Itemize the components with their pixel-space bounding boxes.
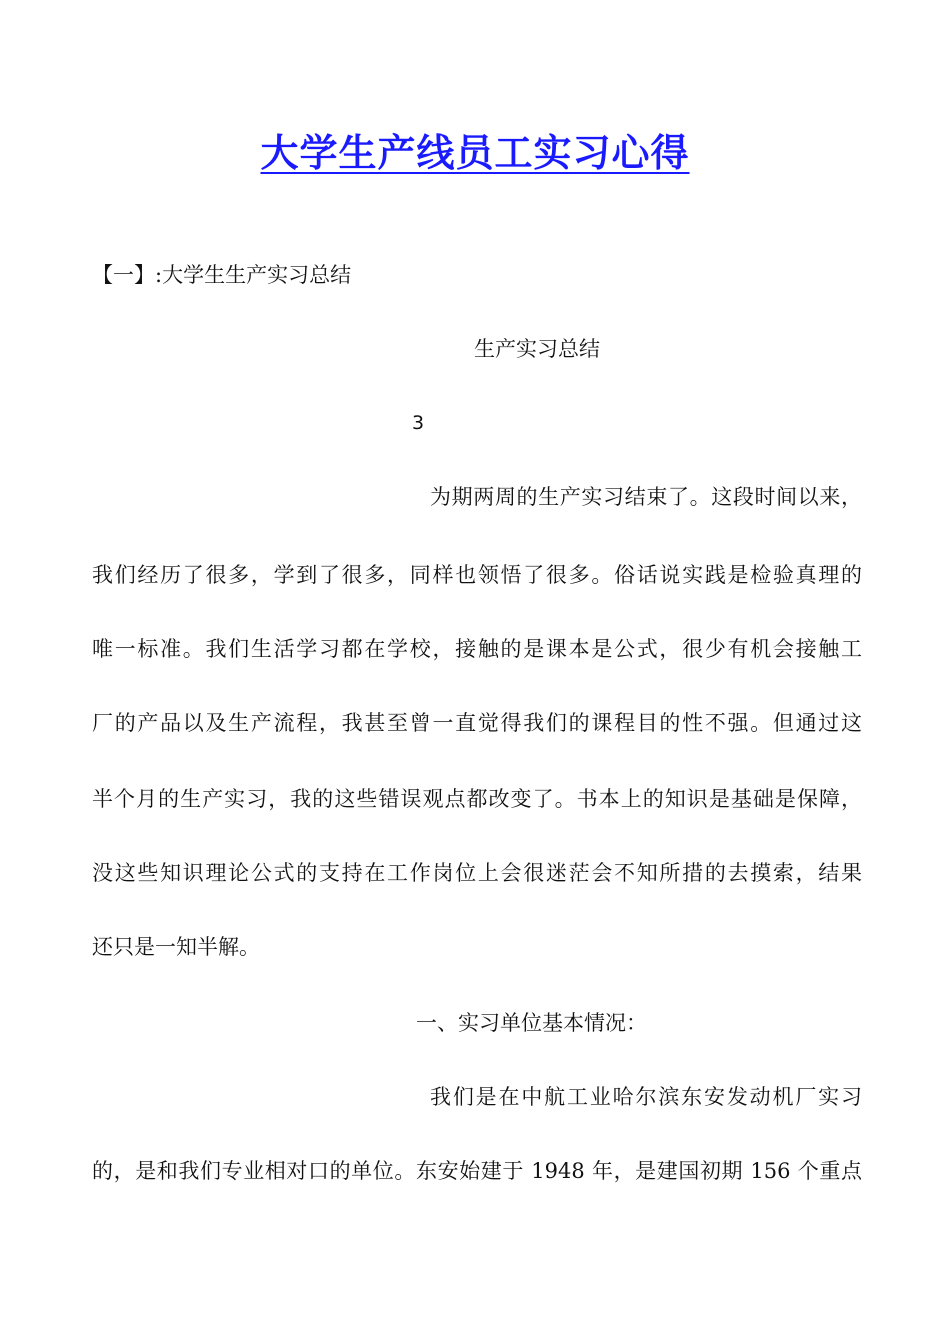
document-title[interactable]: 大学生产线员工实习心得 (260, 130, 690, 175)
paragraph-line: 半个月的生产实习，我的这些错误观点都改变了。书本上的知识是基础是保障， (92, 787, 862, 811)
paragraph-line: 为期两周的生产实习结束了。这段时间以来， (430, 485, 862, 509)
subtitle: 生产实习总结 (474, 337, 600, 361)
paragraph-line: 我们经历了很多，学到了很多，同样也领悟了很多。俗话说实践是检验真理的 (92, 563, 862, 587)
paragraph-line: 厂的产品以及生产流程，我甚至曾一直觉得我们的课程目的性不强。但通过这 (92, 711, 862, 735)
section-heading: 【一】:大学生生产实习总结 (92, 263, 352, 287)
paragraph-line: 没这些知识理论公式的支持在工作岗位上会很迷茫会不知所措的去摸索，结果 (92, 861, 862, 885)
paragraph-line: 唯一标准。我们生活学习都在学校，接触的是课本是公式，很少有机会接触工 (92, 637, 862, 661)
paragraph-line: 的，是和我们专业相对口的单位。东安始建于 1948 年，是建国初期 156 个重点 (92, 1159, 862, 1183)
page-number: 3 (412, 412, 425, 434)
section-heading-1: 一、实习单位基本情况： (416, 1011, 647, 1035)
paragraph-line: 我们是在中航工业哈尔滨东安发动机厂实习 (430, 1085, 862, 1109)
paragraph-line: 还只是一知半解。 (92, 935, 260, 959)
